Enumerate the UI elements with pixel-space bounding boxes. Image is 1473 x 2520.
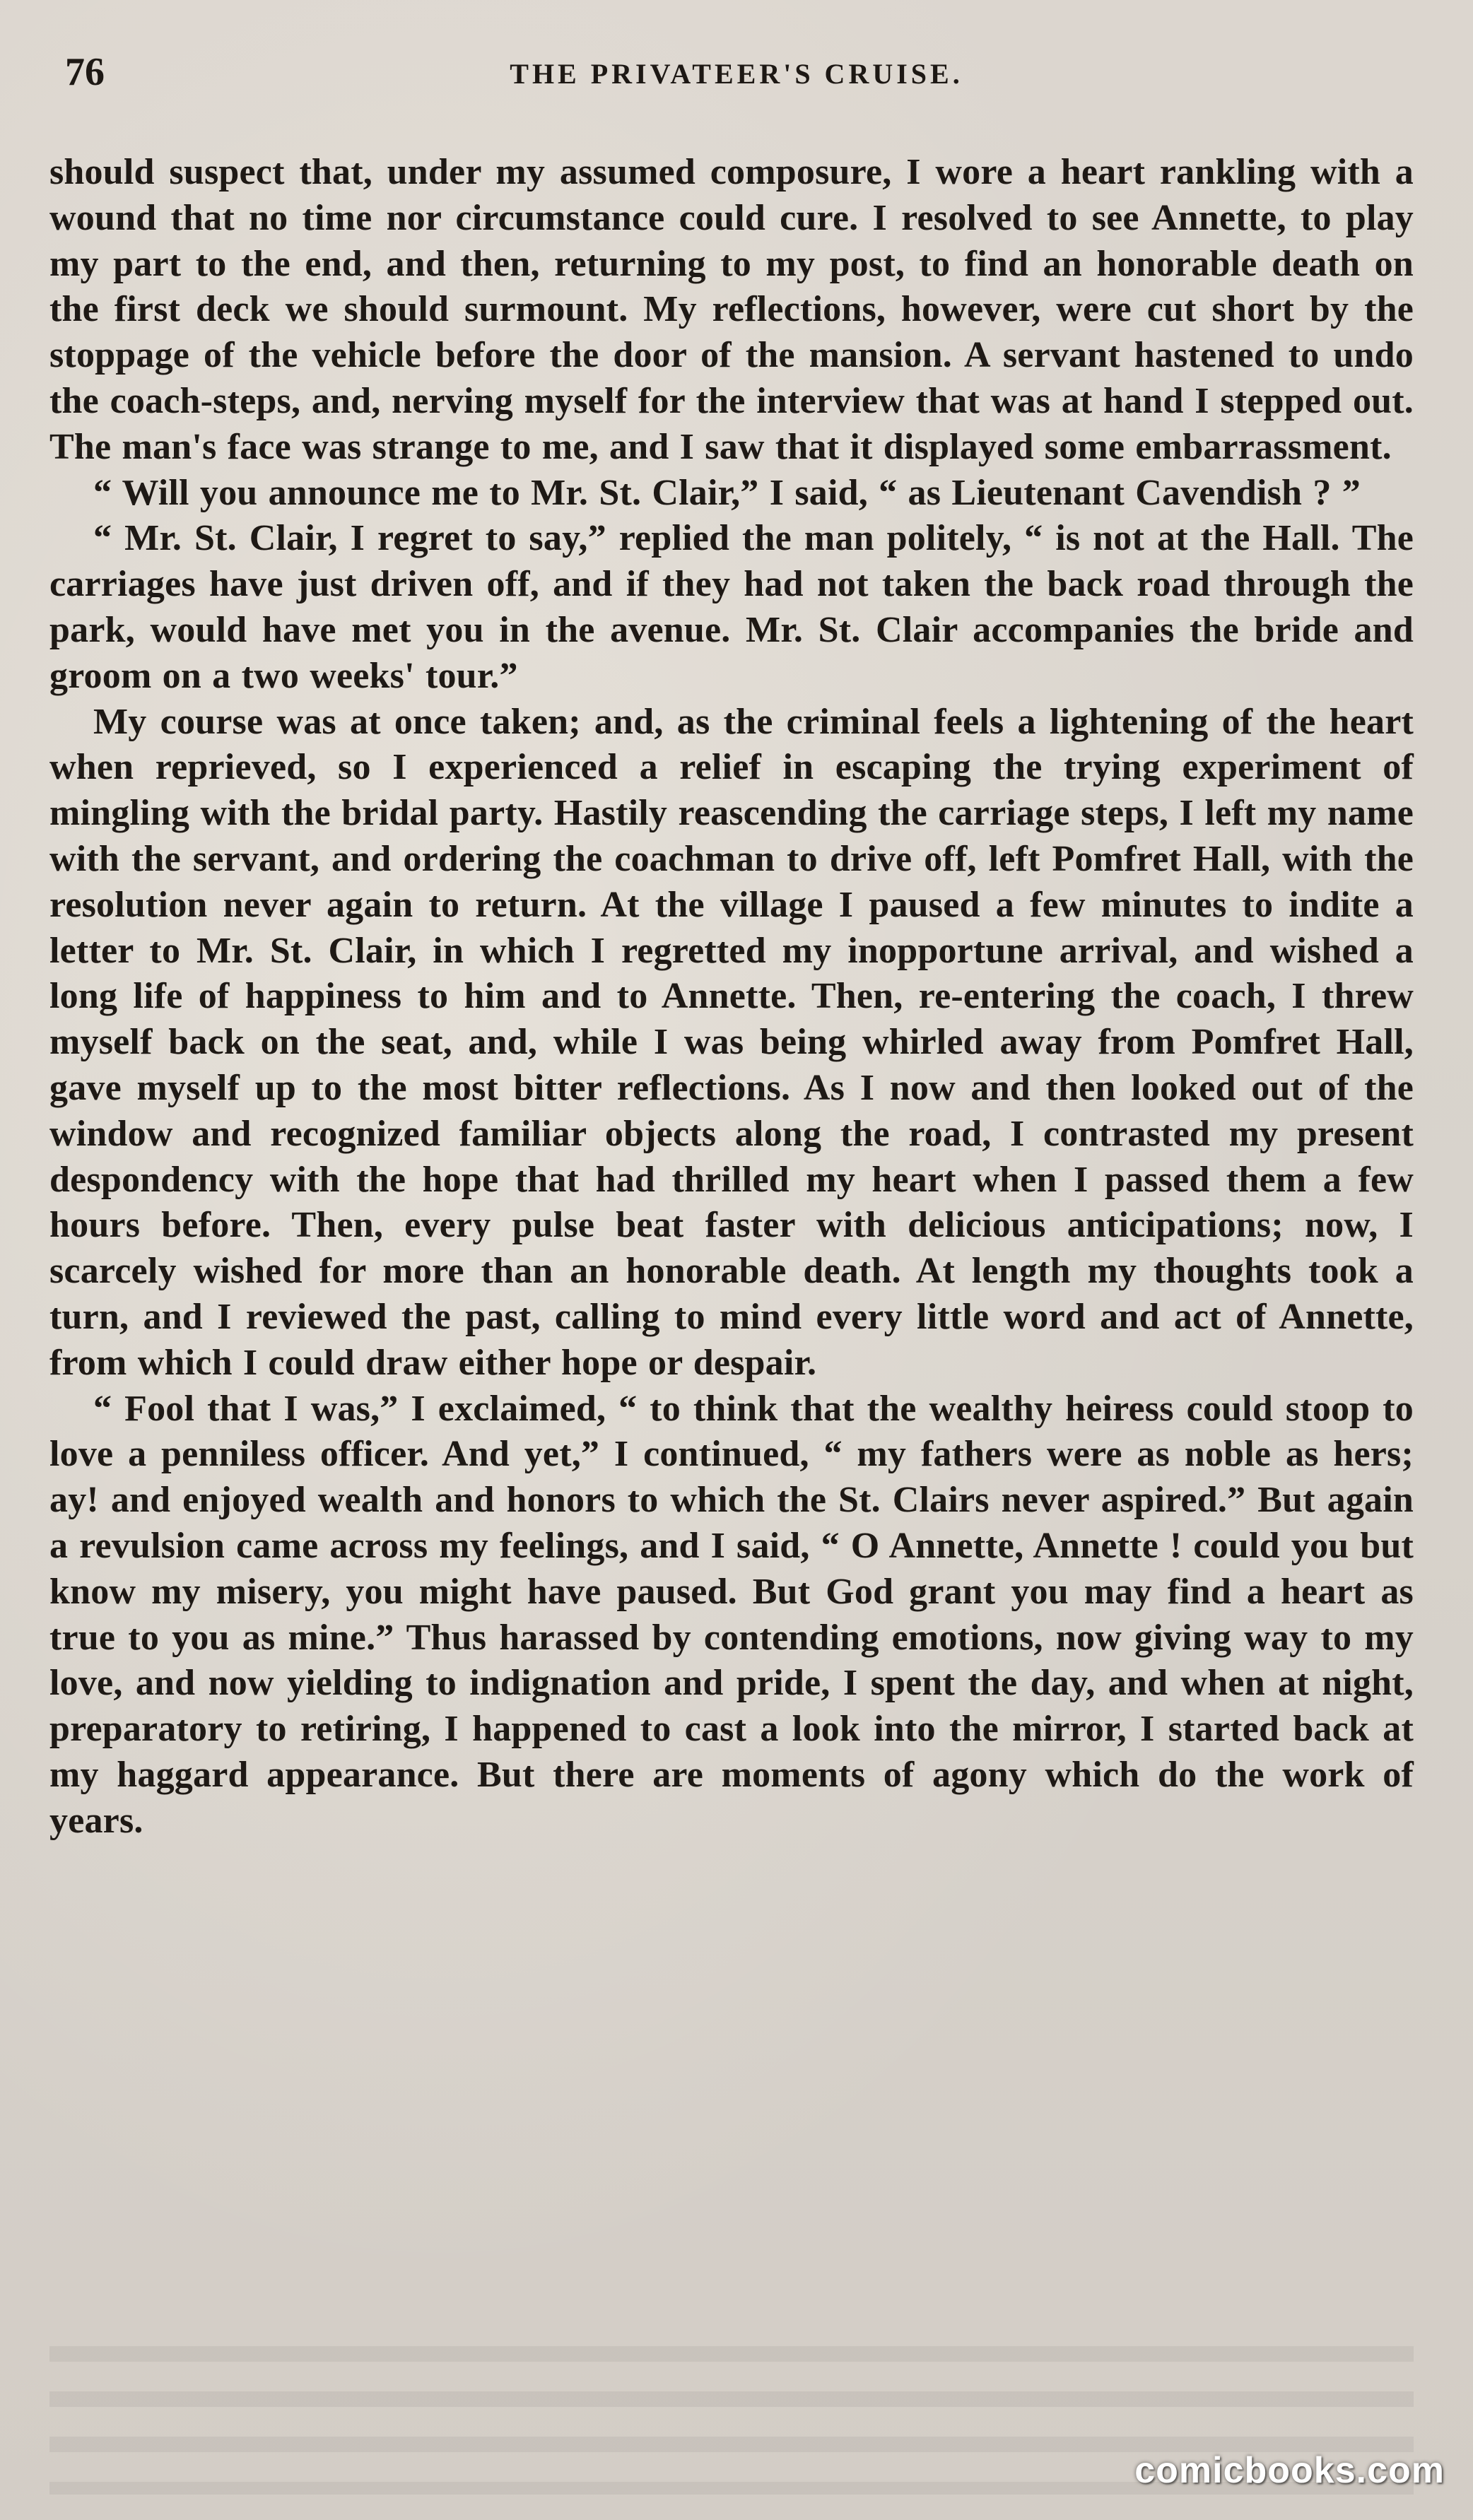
paragraph: should suspect that, under my assumed composure, I wore a heart rankling with a wound that no time nor circumstance could cure. I resolved to see Annette, to play my part to the end, and then, returning to my post, to find an honorable death on the first deck we should surmount. My reflections, however, were cut short by the stoppage of the vehicle before the door of the mansion. A servant hastened to undo the coach-steps, and, nerving myself for the interview that was at hand I stepped out. The man's face was strange to me, and I saw that it displayed some embarrassment.: [49, 152, 1414, 467]
paragraph: My course was at once taken; and, as the criminal feels a lightening of the heart when reprieved, so I experienced a relief in escaping the trying experiment of mingling with the bridal party. Hastily reascending the carriage steps, I left my name with the servant, and ordering the coachman to drive off, left Pomfret Hall, with the resolution never again to return. At the village I paused a few minutes to indite a letter to Mr. St. Clair, in which I regretted my inopportune arrival, and wished a long life of happiness to him and to Annette. Then, re-entering the coach, I threw myself back on the seat, and, while I was being whirled away from Pomfret Hall, gave myself up to the most bitter reflections. As I now and then looked out of the window and recognized familiar objects along the road, I contrasted my present despondency with the hope that had thrilled my heart when I passed them a few hours before. Then, every pulse beat faster with delicious anticipations; now, I scarcely wished for more than an honorable death. At length my thoughts took a turn, and I reviewed the past, calling to mind every little word and act of Annette, from which I could draw either hope or despair.: [49, 701, 1414, 1383]
watermark: comicbooks.com: [1134, 2450, 1445, 2491]
paragraph: “ Mr. St. Clair, I regret to say,” replied the man politely, “ is not at the Hall. The carriages have just driven off, and if they had not taken the back road through the park, would have met you in the avenue. Mr. St. Clair accompanies the bride and groom on a two weeks' tour.”: [49, 518, 1414, 696]
page-number: 76: [65, 50, 105, 94]
paragraph: “ Will you announce me to Mr. St. Clair,” I said, “ as Lieutenant Cavendish ? ”: [93, 472, 1361, 513]
running-head: [65, 44, 1408, 100]
running-title: THE PRIVATEER'S CRUISE.: [510, 58, 963, 90]
body-text: [49, 150, 1414, 1844]
paragraph: “ Fool that I was,” I exclaimed, “ to think that the wealthy heiress could stoop to love a penniless officer. And yet,” I continued, “ my fathers were as noble as hers; ay! and enjoyed wealth and honors to which the St. Clairs never aspired.” But again a revulsion came across my feelings, and I said, “ O Annette, Annette ! could you but know my misery, you might have paused. But God grant you may find a heart as true to you as mine.” Thus harassed by contending emotions, now giving way to my love, and now yielding to indignation and pride, I spent the day, and when at night, preparatory to retiring, I happened to cast a look into the mirror, I started back at my haggard appearance. But there are moments of agony which do the work of years.: [49, 1388, 1414, 1841]
